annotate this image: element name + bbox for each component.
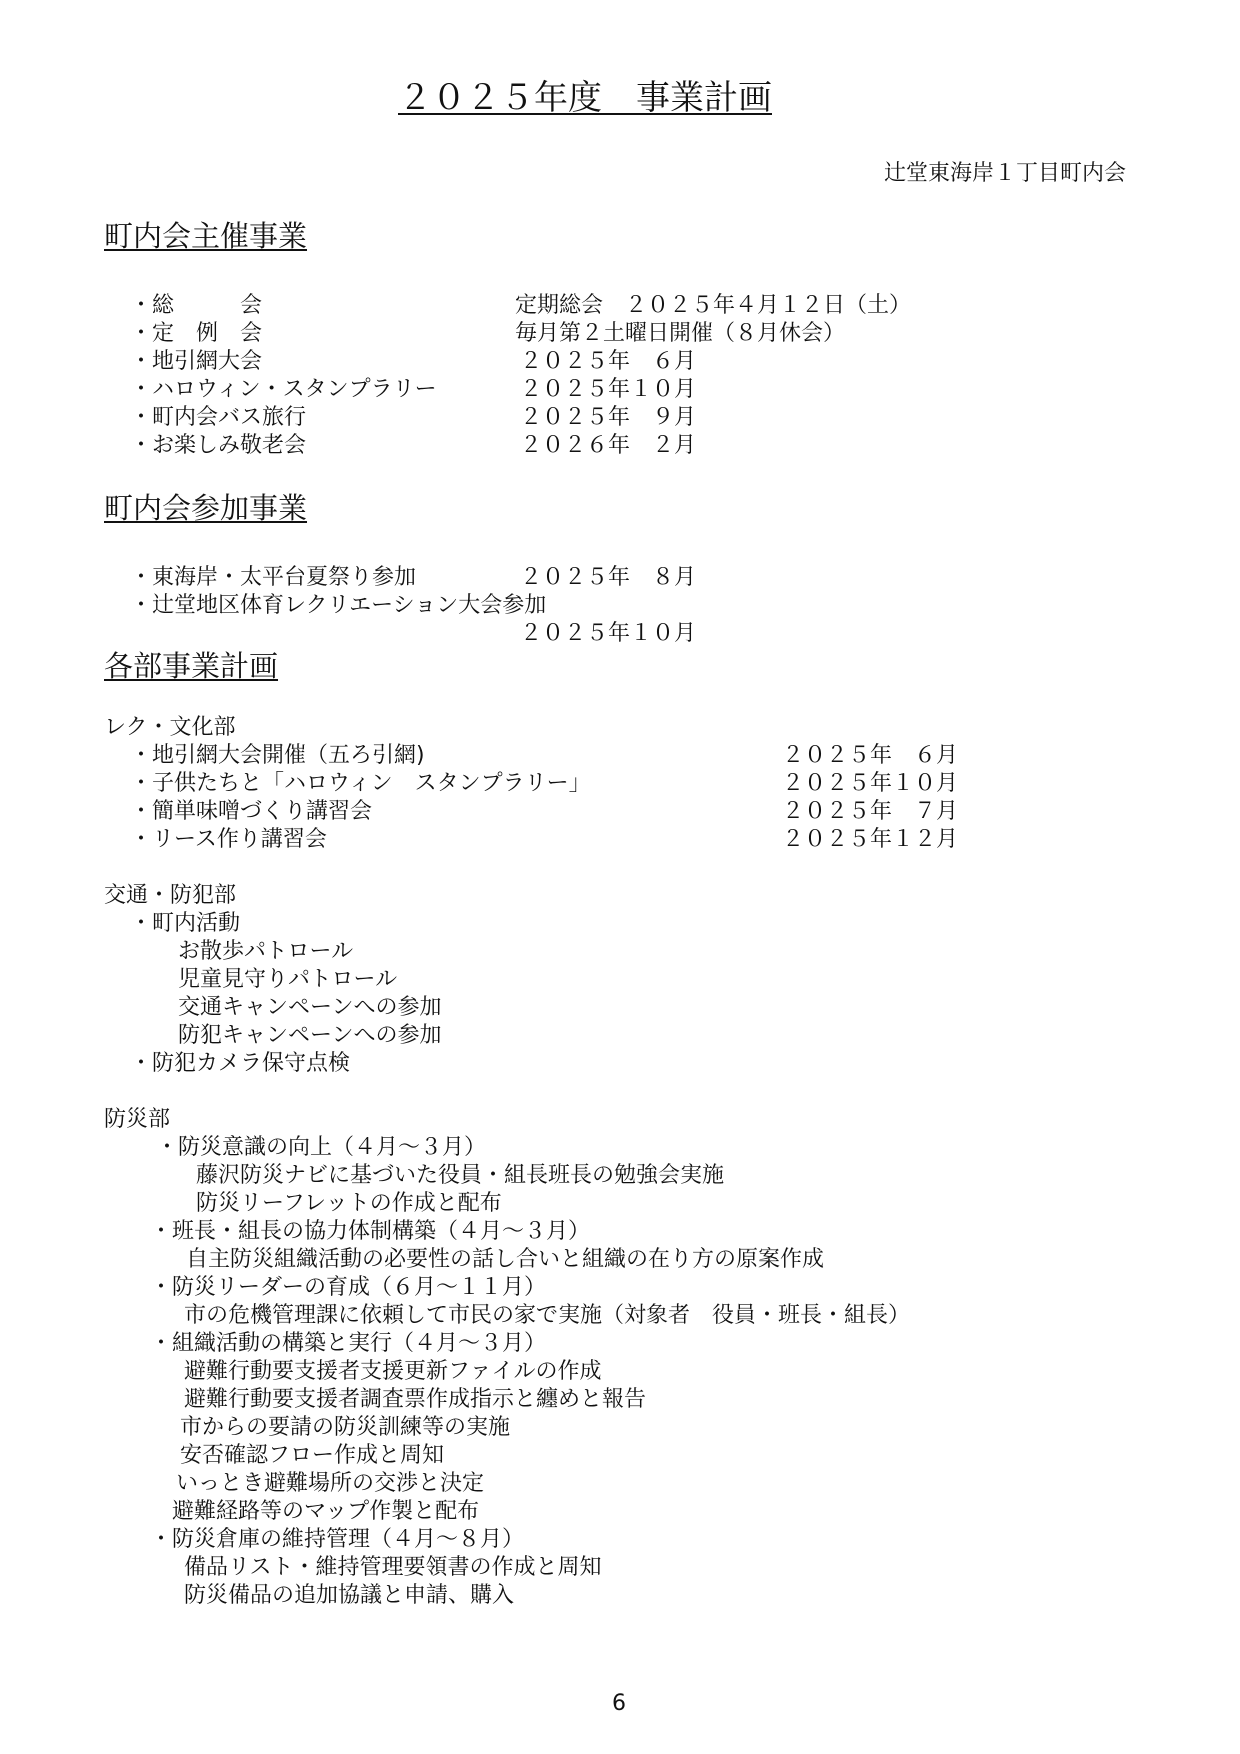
- plan-line: ・班長・組長の協力体制構築（４月～３月）: [150, 1219, 591, 1244]
- plan-date: ２０２５年 ６月: [782, 743, 959, 768]
- plan-line: 防災備品の追加協議と申請、購入: [184, 1583, 515, 1608]
- plan-line: ・組織活動の構築と実行（４月～３月）: [150, 1331, 547, 1356]
- department-name: レク・文化部: [104, 715, 236, 740]
- section-heading-department-plans: 各部事業計画: [104, 649, 279, 683]
- plan-line: 備品リスト・維持管理要領書の作成と周知: [184, 1555, 602, 1580]
- plan-line: 防犯キャンペーンへの参加: [178, 1023, 442, 1048]
- plan-line: 市からの要請の防災訓練等の実施: [180, 1415, 511, 1440]
- plan-line: お散歩パトロール: [178, 939, 354, 964]
- event-date: ２０２５年 ６月: [520, 349, 697, 374]
- event-label: ・東海岸・太平台夏祭り参加: [130, 565, 417, 590]
- event-label: ・総 会: [130, 293, 263, 318]
- event-date: 毎月第２土曜日開催（８月休会）: [515, 321, 846, 346]
- plan-line: 防災リーフレットの作成と配布: [196, 1191, 502, 1216]
- event-label: ・地引網大会: [130, 349, 263, 374]
- section-heading-participation-events: 町内会参加事業: [104, 491, 308, 525]
- plan-line: 自主防災組織活動の必要性の話し合いと組織の在り方の原案作成: [186, 1247, 825, 1272]
- department-name: 交通・防犯部: [104, 883, 237, 908]
- plan-line: ・防災倉庫の維持管理（４月～８月）: [150, 1527, 525, 1552]
- plan-line: ・防犯カメラ保守点検: [130, 1051, 351, 1076]
- plan-date: ２０２５年 ７月: [782, 799, 959, 824]
- plan-line: 避難経路等のマップ作製と配布: [172, 1499, 480, 1524]
- event-date: ２０２５年 ９月: [520, 405, 697, 430]
- event-label: ・定 例 会: [130, 321, 263, 346]
- department-name: 防災部: [104, 1107, 171, 1132]
- plan-line: いっとき避難場所の交渉と決定: [176, 1471, 485, 1496]
- event-date: ２０２５年 ８月: [520, 565, 697, 590]
- plan-date: ２０２５年１０月: [782, 771, 959, 796]
- plan-label: ・簡単味噌づくり講習会: [130, 799, 373, 824]
- plan-line: 安否確認フロー作成と周知: [180, 1443, 445, 1468]
- plan-line: 避難行動要支援者支援更新ファイルの作成: [184, 1359, 602, 1384]
- plan-line: 市の危機管理課に依頼して市民の家で実施（対象者 役員・班長・組長）: [184, 1303, 911, 1328]
- plan-line: 藤沢防災ナビに基づいた役員・組長班長の勉強会実施: [196, 1163, 725, 1188]
- event-label: ・ハロウィン・スタンプラリー: [130, 377, 437, 402]
- event-label: ・町内会バス旅行: [130, 405, 307, 430]
- plan-line: 交通キャンペーンへの参加: [178, 995, 442, 1020]
- plan-label: ・地引網大会開催（五ろ引網): [130, 743, 425, 768]
- plan-line: ・防災意識の向上（４月～３月）: [156, 1135, 487, 1160]
- page-number: 6: [612, 1691, 626, 1716]
- plan-line: 児童見守りパトロール: [178, 967, 398, 992]
- plan-line: ・防災リーダーの育成（６月～１１月）: [150, 1275, 547, 1300]
- event-label: ・お楽しみ敬老会: [130, 433, 307, 458]
- plan-line: ・町内活動: [130, 911, 241, 936]
- plan-label: ・子供たちと「ハロウィン スタンプラリー」: [130, 771, 591, 796]
- event-date: 定期総会 ２０２５年４月１２日（土）: [515, 293, 912, 318]
- plan-date: ２０２５年１２月: [782, 827, 959, 852]
- organization-name: 辻堂東海岸１丁目町内会: [884, 161, 1127, 186]
- plan-label: ・リース作り講習会: [130, 827, 327, 852]
- section-heading-hosted-events: 町内会主催事業: [104, 219, 308, 253]
- event-date: ２０２５年１０月: [520, 621, 697, 646]
- event-label: ・辻堂地区体育レクリエーション大会参加: [130, 593, 547, 618]
- page-title: ２０２５年度 事業計画: [398, 78, 772, 118]
- plan-line: 避難行動要支援者調査票作成指示と纏めと報告: [184, 1387, 647, 1412]
- event-date: ２０２６年 ２月: [520, 433, 697, 458]
- event-date: ２０２５年１０月: [520, 377, 697, 402]
